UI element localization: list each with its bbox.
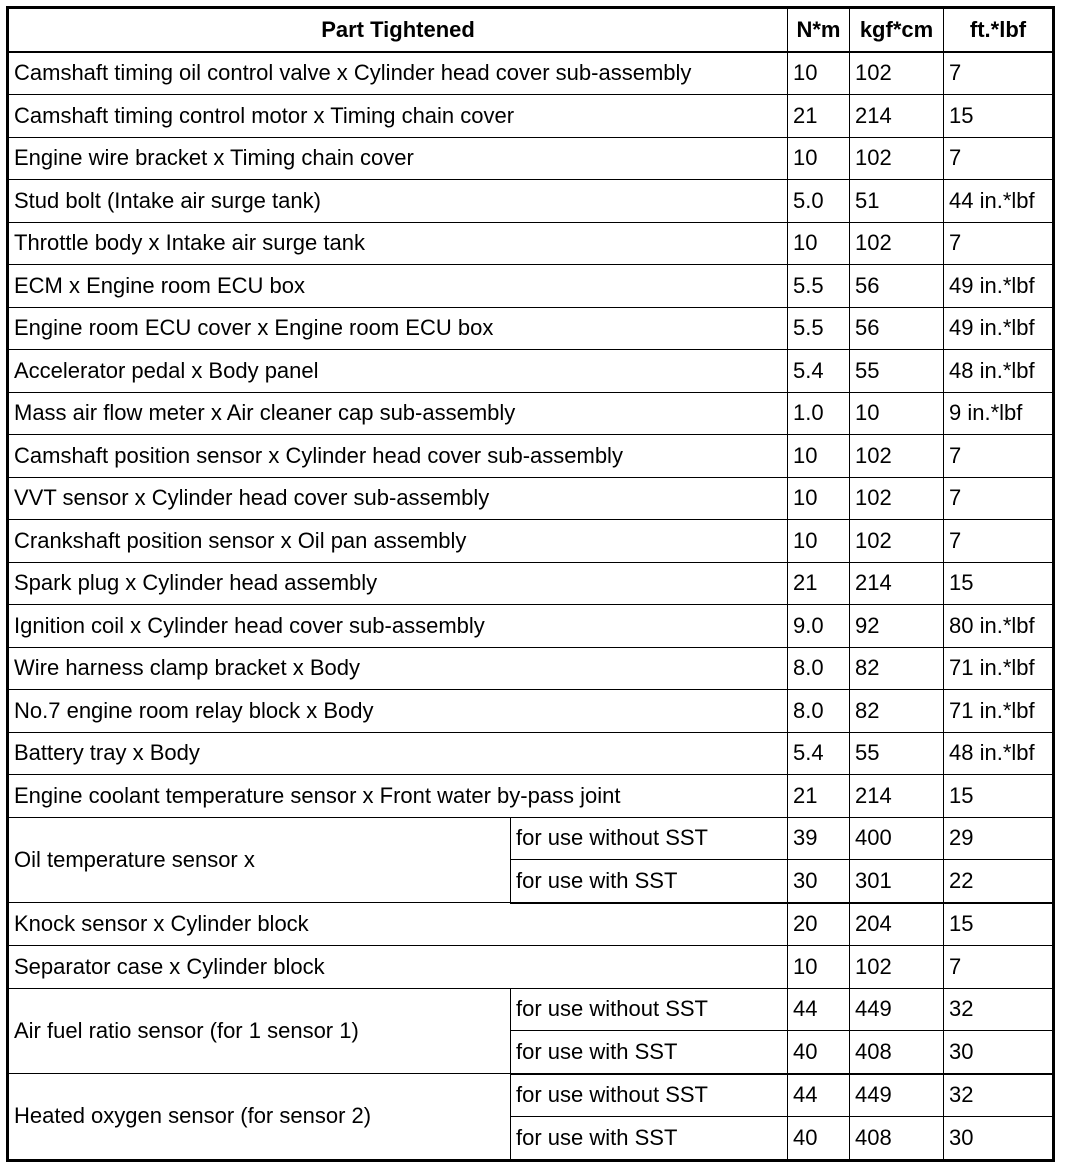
ftlbf-cell: 49 in.*lbf [944,307,1054,350]
nm-cell: 9.0 [788,605,850,648]
nm-cell: 5.0 [788,180,850,223]
part-cell: VVT sensor x Cylinder head cover sub-assembly [8,477,788,520]
kgf-cell: 102 [850,222,944,265]
table-row [8,988,1054,1031]
nm-cell: 5.5 [788,265,850,308]
table-row [8,222,1054,265]
kgf-cell: 449 [850,1074,944,1117]
part-cell: Oil temperature sensor x [8,817,511,903]
ftlbf-cell: 7 [944,946,1054,989]
header-kgf-cm: kgf*cm [850,8,944,52]
nm-cell: 10 [788,520,850,563]
nm-cell: 5.4 [788,350,850,393]
table-row [8,52,1054,95]
ftlbf-cell: 7 [944,520,1054,563]
nm-cell: 10 [788,222,850,265]
part-cell: Camshaft timing oil control valve x Cylinder head cover sub-assembly [8,52,788,95]
table-body [8,52,1054,1161]
ftlbf-cell: 7 [944,477,1054,520]
kgf-cell: 102 [850,52,944,95]
ftlbf-cell: 71 in.*lbf [944,690,1054,733]
ftlbf-cell: 29 [944,817,1054,860]
table-row [8,775,1054,818]
part-cell: No.7 engine room relay block x Body [8,690,788,733]
nm-cell: 10 [788,946,850,989]
ftlbf-cell: 30 [944,1031,1054,1074]
table-row [8,477,1054,520]
ftlbf-cell: 15 [944,95,1054,138]
nm-cell: 5.4 [788,732,850,775]
nm-cell: 21 [788,775,850,818]
kgf-cell: 102 [850,137,944,180]
table-row [8,392,1054,435]
torque-spec-table [6,6,1055,1162]
part-cell: Engine room ECU cover x Engine room ECU box [8,307,788,350]
part-cell: Ignition coil x Cylinder head cover sub-assembly [8,605,788,648]
nm-cell: 1.0 [788,392,850,435]
table-row [8,137,1054,180]
ftlbf-cell: 9 in.*lbf [944,392,1054,435]
ftlbf-cell: 7 [944,222,1054,265]
ftlbf-cell: 7 [944,52,1054,95]
ftlbf-cell: 15 [944,903,1054,946]
kgf-cell: 400 [850,817,944,860]
table-header-row [8,8,1054,52]
nm-cell: 44 [788,1074,850,1117]
table-row [8,1074,1054,1117]
part-cell: Spark plug x Cylinder head assembly [8,562,788,605]
table-row [8,605,1054,648]
kgf-cell: 301 [850,860,944,903]
ftlbf-cell: 30 [944,1117,1054,1161]
nm-cell: 40 [788,1031,850,1074]
condition-cell: for use without SST [511,1074,788,1117]
table-row [8,307,1054,350]
nm-cell: 10 [788,137,850,180]
nm-cell: 8.0 [788,690,850,733]
ftlbf-cell: 44 in.*lbf [944,180,1054,223]
ftlbf-cell: 7 [944,137,1054,180]
ftlbf-cell: 71 in.*lbf [944,647,1054,690]
kgf-cell: 204 [850,903,944,946]
part-cell: Battery tray x Body [8,732,788,775]
part-cell: Stud bolt (Intake air surge tank) [8,180,788,223]
kgf-cell: 214 [850,562,944,605]
nm-cell: 21 [788,562,850,605]
part-cell: Air fuel ratio sensor (for 1 sensor 1) [8,988,511,1074]
nm-cell: 39 [788,817,850,860]
kgf-cell: 102 [850,435,944,478]
table-row [8,817,1054,860]
kgf-cell: 56 [850,307,944,350]
part-cell: Engine coolant temperature sensor x Front water by-pass joint [8,775,788,818]
kgf-cell: 102 [850,477,944,520]
condition-cell: for use without SST [511,817,788,860]
header-part-tightened: Part Tightened [8,8,788,52]
part-cell: Camshaft timing control motor x Timing chain cover [8,95,788,138]
ftlbf-cell: 32 [944,1074,1054,1117]
kgf-cell: 408 [850,1117,944,1161]
table-row [8,732,1054,775]
header-nm: N*m [788,8,850,52]
table-row [8,435,1054,478]
kgf-cell: 408 [850,1031,944,1074]
part-cell: Knock sensor x Cylinder block [8,903,788,946]
part-cell: Wire harness clamp bracket x Body [8,647,788,690]
condition-cell: for use with SST [511,860,788,903]
table-row [8,562,1054,605]
nm-cell: 10 [788,52,850,95]
part-cell: Engine wire bracket x Timing chain cover [8,137,788,180]
kgf-cell: 214 [850,95,944,138]
kgf-cell: 82 [850,647,944,690]
ftlbf-cell: 15 [944,775,1054,818]
kgf-cell: 92 [850,605,944,648]
table-row [8,946,1054,989]
ftlbf-cell: 48 in.*lbf [944,350,1054,393]
kgf-cell: 10 [850,392,944,435]
part-cell: Crankshaft position sensor x Oil pan assembly [8,520,788,563]
part-cell: Camshaft position sensor x Cylinder head cover sub-assembly [8,435,788,478]
nm-cell: 40 [788,1117,850,1161]
ftlbf-cell: 80 in.*lbf [944,605,1054,648]
part-cell: Mass air flow meter x Air cleaner cap sub-assembly [8,392,788,435]
header-ft-lbf: ft.*lbf [944,8,1054,52]
condition-cell: for use with SST [511,1031,788,1074]
condition-cell: for use with SST [511,1117,788,1161]
ftlbf-cell: 49 in.*lbf [944,265,1054,308]
nm-cell: 44 [788,988,850,1031]
part-cell: Separator case x Cylinder block [8,946,788,989]
nm-cell: 10 [788,477,850,520]
table-row [8,690,1054,733]
nm-cell: 20 [788,903,850,946]
table-row [8,903,1054,946]
kgf-cell: 214 [850,775,944,818]
part-cell: Heated oxygen sensor (for sensor 2) [8,1074,511,1161]
ftlbf-cell: 15 [944,562,1054,605]
kgf-cell: 82 [850,690,944,733]
nm-cell: 30 [788,860,850,903]
ftlbf-cell: 22 [944,860,1054,903]
table-row [8,647,1054,690]
ftlbf-cell: 7 [944,435,1054,478]
kgf-cell: 102 [850,520,944,563]
kgf-cell: 51 [850,180,944,223]
kgf-cell: 56 [850,265,944,308]
table-row [8,180,1054,223]
kgf-cell: 55 [850,732,944,775]
kgf-cell: 55 [850,350,944,393]
part-cell: ECM x Engine room ECU box [8,265,788,308]
condition-cell: for use without SST [511,988,788,1031]
table-row [8,350,1054,393]
table-row [8,265,1054,308]
table-row [8,520,1054,563]
part-cell: Throttle body x Intake air surge tank [8,222,788,265]
kgf-cell: 449 [850,988,944,1031]
ftlbf-cell: 32 [944,988,1054,1031]
table-row [8,95,1054,138]
nm-cell: 10 [788,435,850,478]
kgf-cell: 102 [850,946,944,989]
ftlbf-cell: 48 in.*lbf [944,732,1054,775]
nm-cell: 21 [788,95,850,138]
part-cell: Accelerator pedal x Body panel [8,350,788,393]
nm-cell: 8.0 [788,647,850,690]
nm-cell: 5.5 [788,307,850,350]
